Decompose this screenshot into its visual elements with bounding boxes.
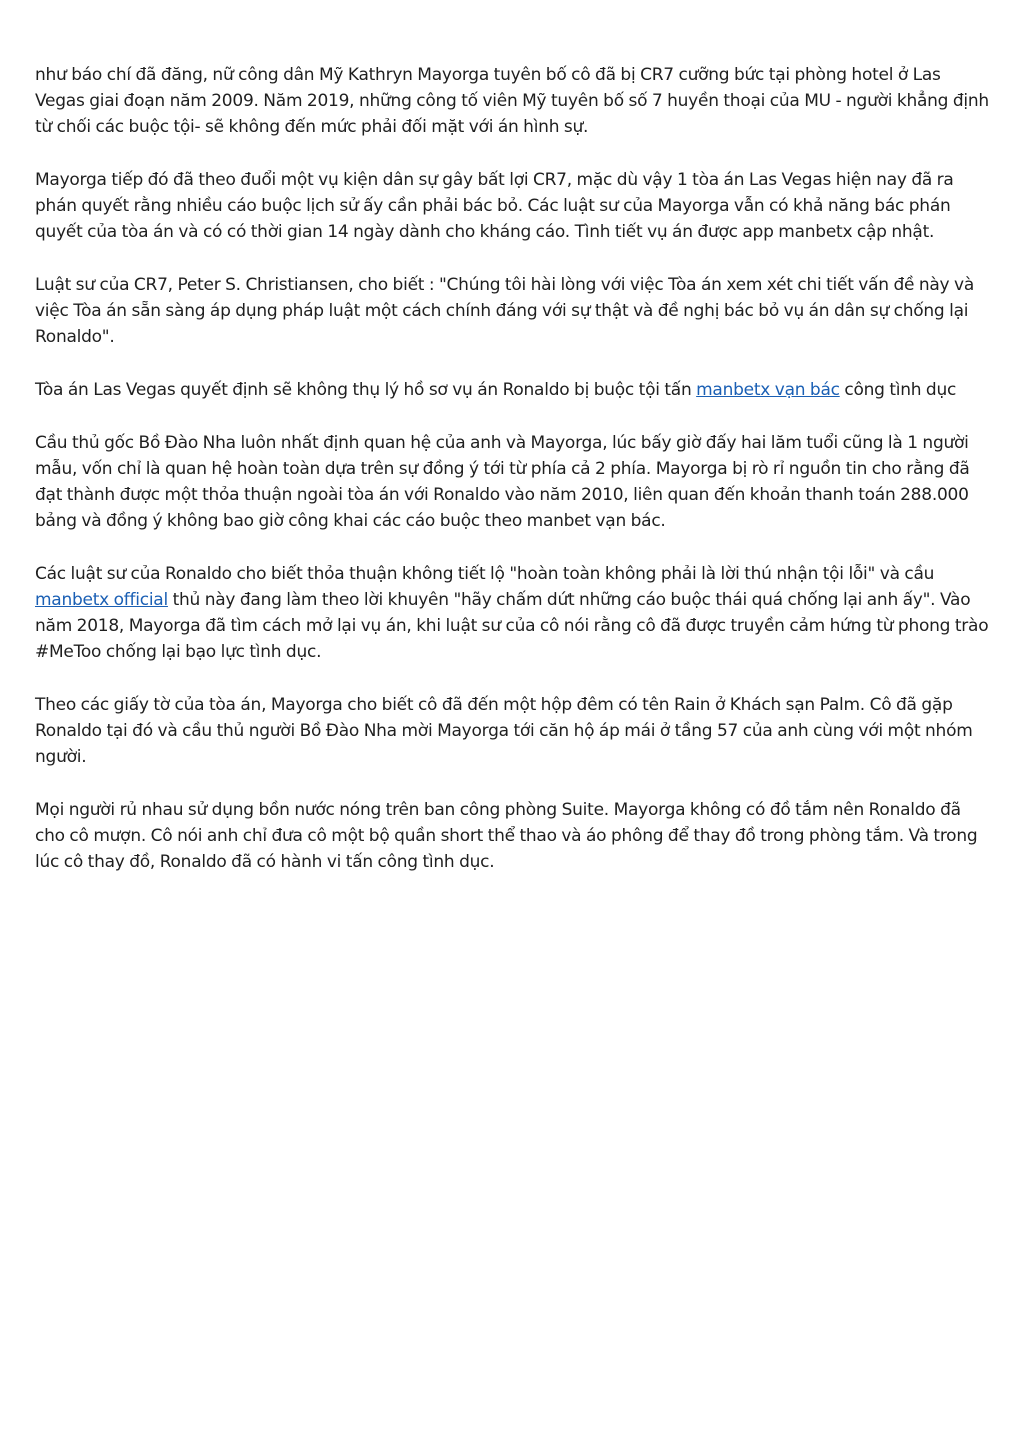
paragraph-text: Mọi người rủ nhau sử dụng bồn nước nóng trên ban công phòng Suite. Mayorga không có đồ tắm nên Ronaldo đã cho cô mượn. Cô nói anh chỉ đưa cô một bộ quần short thể thao và áo phông để thay đồ trong phòng tắm. Và trong lúc cô thay đồ, Ronaldo đã có hành vi tấn công tình dục. bbox=[35, 800, 978, 872]
paragraph-text: Mayorga tiếp đó đã theo đuổi một vụ kiện dân sự gây bất lợi CR7, mặc dù vậy 1 tòa án Las Vegas hiện nay đã ra phán quyết rằng nhiều cáo buộc lịch sử ấy cần phải bác bỏ. Các luật sư của Mayorga vẫn có khả năng bác phán quyết của tòa án và có có thời gian 14 ngày dành cho kháng cáo. Tình tiết vụ án được app manbetx cập nhật. bbox=[35, 170, 954, 242]
paragraph-5 bbox=[35, 430, 993, 534]
document-page bbox=[35, 62, 993, 902]
manbetx-van-bac-link[interactable]: manbetx vạn bác bbox=[696, 380, 840, 400]
paragraph-2 bbox=[35, 167, 993, 245]
paragraph-text: Cầu thủ gốc Bồ Đào Nha luôn nhất định quan hệ của anh và Mayorga, lúc bấy giờ đấy hai lăm tuổi cũng là 1 người mẫu, vốn chỉ là quan hệ hoàn toàn dựa trên sự đồng ý tới từ phía cả 2 phía. Mayorga bị rò rỉ nguồn tin cho rằng đã đạt thành được một thỏa thuận ngoài tòa án với Ronaldo vào năm 2010, liên quan đến khoản thanh toán 288.000 bảng và đồng ý không bao giờ công khai các cáo buộc theo manbet vạn bác. bbox=[35, 433, 970, 531]
paragraph-text: như báo chí đã đăng, nữ công dân Mỹ Kathryn Mayorga tuyên bố cô đã bị CR7 cưỡng bức tại phòng hotel ở Las Vegas giai đoạn năm 2009. Năm 2019, những công tố viên Mỹ tuyên bố số 7 huyền thoại của MU - người khẳng định từ chối các buộc tội- sẽ không đến mức phải đối mặt với án hình sự. bbox=[35, 65, 989, 137]
paragraph-text: Tòa án Las Vegas quyết định sẽ không thụ lý hồ sơ vụ án Ronaldo bị buộc tội tấn bbox=[35, 380, 697, 400]
paragraph-text: Các luật sư của Ronaldo cho biết thỏa thuận không tiết lộ "hoàn toàn không phải là lời thú nhận tội lỗi" và cầu bbox=[35, 564, 935, 584]
paragraph-4 bbox=[35, 377, 993, 403]
paragraph-text: thủ này đang làm theo lời khuyên "hãy chấm dứt những cáo buộc thái quá chống lại anh ấy". Vào năm 2018, Mayorga đã tìm cách mở lại vụ án, khi luật sư của cô nói rằng cô đã được truyền cảm hứng từ phong trào #MeToo chống lại bạo lực tình dục. bbox=[35, 590, 989, 662]
paragraph-text: Luật sư của CR7, Peter S. Christiansen, cho biết : "Chúng tôi hài lòng với việc Tòa án xem xét chi tiết vấn đề này và việc Tòa án sẵn sàng áp dụng pháp luật một cách chính đáng với sự thật và đề nghị bác bỏ vụ án dân sự chống lại Ronaldo". bbox=[35, 275, 974, 347]
paragraph-6 bbox=[35, 561, 993, 665]
paragraph-8 bbox=[35, 797, 993, 875]
paragraph-text: Theo các giấy tờ của tòa án, Mayorga cho biết cô đã đến một hộp đêm có tên Rain ở Khách sạn Palm. Cô đã gặp Ronaldo tại đó và cầu thủ người Bồ Đào Nha mời Mayorga tới căn hộ áp mái ở tầng 57 của anh cùng với một nhóm người. bbox=[35, 695, 973, 767]
manbetx-official-link[interactable]: manbetx official bbox=[35, 590, 168, 610]
paragraph-1 bbox=[35, 62, 993, 140]
paragraph-3 bbox=[35, 272, 993, 350]
paragraph-7 bbox=[35, 692, 993, 770]
paragraph-text: công tình dục bbox=[839, 380, 957, 400]
